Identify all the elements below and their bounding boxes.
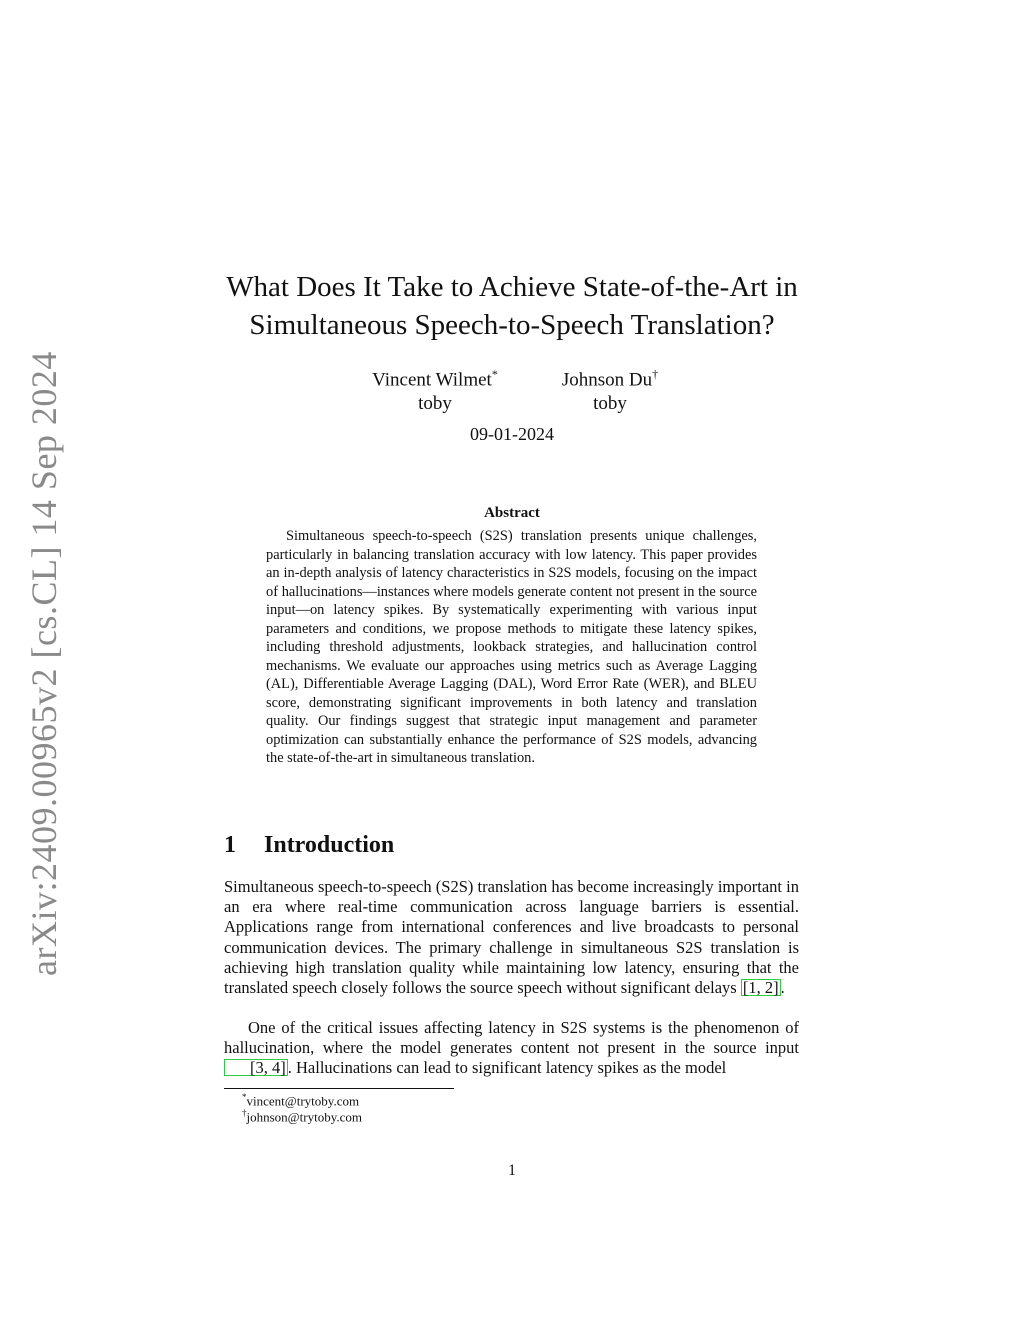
citation-link[interactable]: [1, 2]	[742, 978, 779, 998]
abstract-heading: Abstract	[484, 505, 540, 521]
author-affiliation: toby	[418, 393, 452, 415]
footnote-mark: †	[242, 1108, 247, 1118]
footnote-mark: *	[242, 1092, 247, 1102]
paper-title: What Does It Take to Achieve State-of-the-Art in Simultaneous Speech-to-Speech Translation?	[226, 271, 798, 341]
section-heading	[224, 832, 394, 859]
paragraph-text: Simultaneous speech-to-speech (S2S) translation has become increasingly important in an era where real-time communication across language barriers is essential. Applications range from international conferences and live broadcasts to personal communication devices. The primary challenge in simultaneous S2S translation is achieving high translation quality while maintaining low latency, ensuring that the translated speech closely follows the source speech without significant delays	[224, 877, 799, 998]
author-name: Johnson Du	[561, 369, 653, 391]
section-number: 1	[224, 832, 236, 858]
footnote-email: johnson@trytoby.com	[246, 1109, 362, 1125]
section-title: Introduction	[264, 832, 395, 858]
author-affiliation: toby	[593, 393, 627, 415]
paragraph-text-end: . Hallucinations can lead to significant latency spikes as the model	[287, 1058, 727, 1078]
paper-date: 09-01-2024	[470, 424, 554, 444]
citation-link[interactable]: [3, 4]	[224, 1059, 288, 1076]
author-block	[545, 362, 675, 416]
author-name: Vincent Wilmet	[372, 369, 492, 391]
paragraph-text: One of the critical issues affecting latency in S2S systems is the phenomenon of hallucination, where the model generates content not present in the source input	[224, 1018, 799, 1058]
abstract-text: Simultaneous speech-to-speech (S2S) translation presents unique challenges, particularly in balancing translation accuracy with low latency. This paper provides an in-depth analysis of latency characteristics in S2S models, focusing on the impact of hallucinations—instances where models generate content not present in the source input—on latency spikes. By systematically experimenting with various input parameters and conditions, we propose methods to mitigate these latency spikes, including threshold adjustments, lookback strategies, and hallucination control mechanisms. We evaluate our approaches using metrics such as Average Lagging (AL), Differentiable Average Lagging (DAL), Word Error Rate (WER), and BLEU score, demonstrating significant improvements in both latency and translation quality. Our findings suggest that strategic input management and parameter optimization can substantially enhance the performance of S2S models, advancing the state-of-the-art in simultaneous translation.	[266, 528, 757, 766]
arxiv-identifier-stamp: arXiv:2409.00965v2 [cs.CL] 14 Sep 2024	[24, 351, 64, 976]
paragraph-text-end: .	[780, 978, 785, 998]
footnote-email: vincent@trytoby.com	[246, 1093, 360, 1109]
footnote	[242, 1092, 359, 1109]
footnote-rule	[224, 1088, 454, 1089]
body-paragraph	[224, 877, 799, 998]
page-number: 1	[508, 1162, 516, 1179]
footnote	[242, 1108, 362, 1125]
author-block	[350, 362, 520, 416]
body-paragraph	[224, 1018, 799, 1079]
author-footnote-mark: †	[652, 367, 659, 381]
author-footnote-mark: *	[491, 367, 498, 381]
